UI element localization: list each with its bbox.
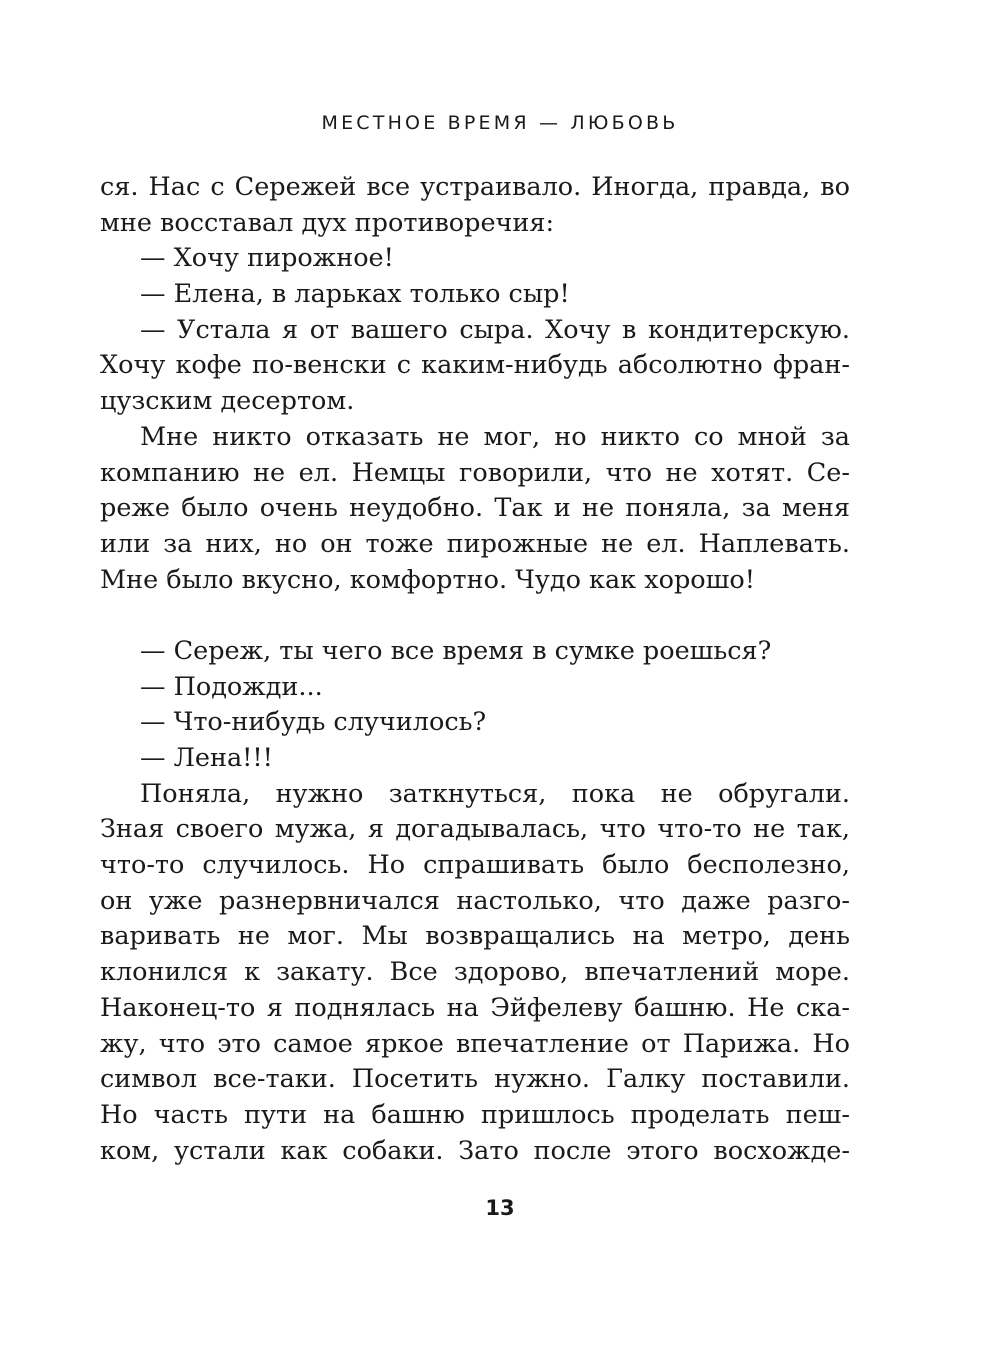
- text-line: клонился к закату. Все здорово, впечатлений море.: [100, 957, 850, 988]
- page-number: 13: [485, 1196, 515, 1220]
- dialogue-line: — Лена!!!: [140, 743, 273, 773]
- dialogue-line: — Елена, в ларьках только сыр!: [140, 279, 570, 310]
- text-line: или за них, но он тоже пирожные не ел. Наплевать.: [100, 528, 850, 559]
- running-header: МЕСТНОЕ ВРЕМЯ — ЛЮБОВЬ: [321, 112, 679, 134]
- text-line: жу, что это самое яркое впечатление от Парижа. Но: [100, 1028, 850, 1059]
- dialogue-line: — Устала я от вашего сыра. Хочу в кондитерскую.: [140, 314, 850, 345]
- text-line: символ все-таки. Посетить нужно. Галку поставили.: [100, 1064, 850, 1095]
- dialogue-line: — Подожди...: [140, 671, 323, 702]
- text-line: мне восставал дух противоречия:: [100, 207, 555, 238]
- text-line: компанию не ел. Немцы говорили, что не хотят. Се-: [100, 457, 850, 488]
- paragraph-first-line: Поняла, нужно заткнуться, пока не обругали.: [140, 778, 850, 809]
- text-line: Но часть пути на башню пришлось проделать пеш-: [100, 1099, 850, 1130]
- text-line: Наконец-то я поднялась на Эйфелеву башню. Не ска-: [100, 992, 850, 1023]
- dialogue-line: — Сереж, ты чего все время в сумке роешься?: [140, 635, 772, 666]
- section-break: [100, 598, 850, 634]
- dialogue-line: — Что-нибудь случилось?: [140, 707, 487, 738]
- text-line: варивать не мог. Мы возвращались на метро, день: [100, 921, 850, 952]
- text-line: цузским десертом.: [100, 386, 355, 417]
- text-line: ся. Нас с Сережей все устраивало. Иногда, правда, во: [100, 172, 850, 202]
- text-line: реже было очень неудобно. Так и не поняла, за меня: [100, 493, 850, 524]
- text-line: ком, устали как собаки. Зато после этого восхожде-: [100, 1135, 850, 1166]
- dialogue-line: — Хочу пирожное!: [140, 243, 394, 274]
- paragraph-first-line: Мне никто отказать не мог, но никто со мной за: [140, 421, 850, 452]
- text-line: что-то случилось. Но спрашивать было бесполезно,: [100, 850, 850, 881]
- text-line: Мне было вкусно, комфортно. Чудо как хорошо!: [100, 564, 755, 595]
- text-line: Зная своего мужа, я догадывалась, что что-то не так,: [100, 814, 850, 845]
- body-text: [100, 170, 850, 1169]
- text-line: он уже разнервничался настолько, что даже разго-: [100, 885, 850, 916]
- text-line: Хочу кофе по-венски с каким-нибудь абсолютно фран-: [100, 350, 850, 381]
